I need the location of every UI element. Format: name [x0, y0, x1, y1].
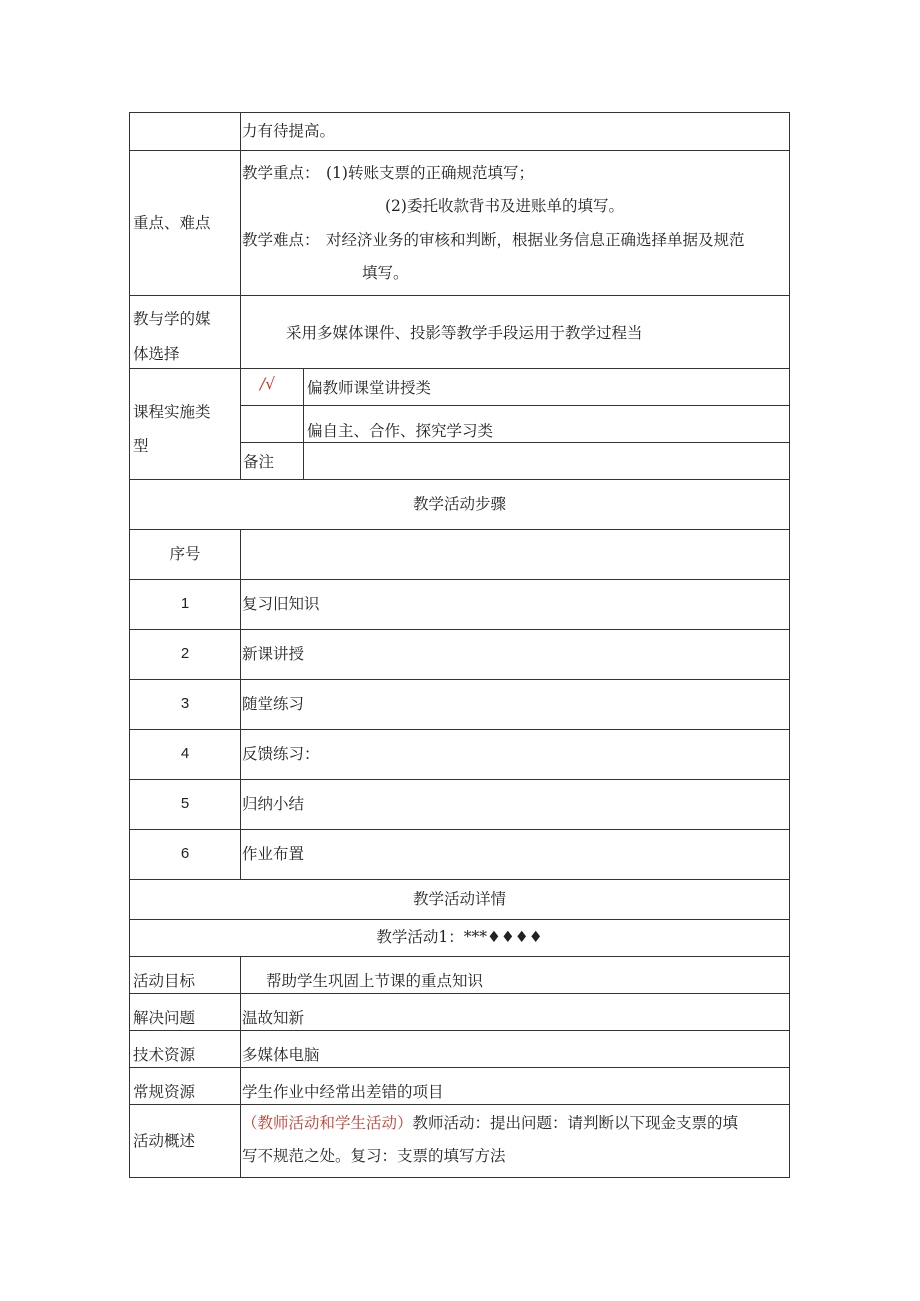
step-number: 5 — [180, 795, 190, 812]
overview-line-1 — [242, 1113, 738, 1133]
check-mark-icon: /√ — [260, 375, 276, 393]
seq-header: 序号 — [169, 545, 201, 563]
row-divider — [130, 679, 789, 680]
course-type-label-line2: 型 — [133, 437, 149, 455]
course-type-option-1: 偏教师课堂讲授类 — [307, 379, 432, 397]
row-divider — [130, 729, 789, 730]
row-divider — [130, 1067, 789, 1068]
row-divider — [130, 956, 789, 957]
focus-label: 教学重点： — [242, 164, 320, 182]
row-divider — [240, 442, 789, 443]
media-text: 采用多媒体课件、投影等教学手段运用于教学过程当 — [286, 324, 643, 342]
details-title: 教学活动详情 — [412, 890, 506, 908]
detail-label: 解决问题 — [133, 1009, 196, 1027]
course-type-label-line1: 课程实施类 — [133, 403, 211, 421]
row-divider — [130, 1030, 789, 1031]
difficulty-continued: 填写。 — [362, 264, 409, 282]
lesson-plan-table — [129, 112, 790, 1178]
overview-red-text: （教师活动和学生活动） — [242, 1114, 413, 1132]
detail-label: 技术资源 — [133, 1046, 196, 1064]
column-divider — [303, 368, 304, 479]
course-type-option-2: 偏自主、合作、探究学习类 — [307, 422, 494, 440]
row-divider — [130, 1104, 789, 1105]
row-divider — [130, 829, 789, 830]
step-text: 反馈练习： — [242, 745, 320, 763]
row-divider — [130, 879, 789, 880]
column-divider — [240, 956, 241, 1177]
row-divider — [130, 479, 789, 480]
row-divider — [130, 295, 789, 296]
steps-title: 教学活动步骤 — [412, 495, 506, 513]
row-divider — [130, 919, 789, 920]
media-label-line2: 体选择 — [133, 345, 180, 363]
detail-label: 活动目标 — [133, 972, 196, 990]
focus-item-1: (1)转账支票的正确规范填写； — [326, 164, 534, 182]
step-text: 作业布置 — [242, 845, 305, 863]
detail-value: 温故知新 — [242, 1009, 305, 1027]
row-divider — [130, 629, 789, 630]
step-text: 随堂练习 — [242, 695, 305, 713]
step-text: 归纳小结 — [242, 795, 305, 813]
detail-value: 多媒体电脑 — [242, 1046, 320, 1064]
step-number: 2 — [180, 645, 190, 662]
column-divider — [240, 529, 241, 879]
step-number: 6 — [180, 845, 190, 862]
step-number: 1 — [180, 595, 190, 612]
row-divider — [240, 405, 789, 406]
row-divider — [130, 579, 789, 580]
difficulty-label: 教学难点： — [242, 231, 320, 249]
row-divider — [130, 993, 789, 994]
column-divider — [240, 113, 241, 479]
overview-line-2: 写不规范之处。复习：支票的填写方法 — [242, 1147, 506, 1165]
step-number: 4 — [180, 745, 190, 762]
row-divider — [130, 368, 789, 369]
key-points-label: 重点、难点 — [133, 214, 211, 232]
overview-label: 活动概述 — [133, 1132, 196, 1150]
step-text: 复习旧知识 — [242, 595, 320, 613]
focus-item-2: (2)委托收款背书及进账单的填写。 — [385, 197, 624, 215]
activity-title: 教学活动1：***♦♦♦♦ — [376, 928, 543, 946]
media-label-line1: 教与学的媒 — [133, 310, 211, 328]
step-number: 3 — [180, 695, 190, 712]
row-divider — [130, 529, 789, 530]
detail-value: 学生作业中经常出差错的项目 — [242, 1083, 444, 1101]
remark-label: 备注 — [243, 453, 275, 471]
row-divider — [130, 779, 789, 780]
step-text: 新课讲授 — [242, 645, 305, 663]
row-divider — [130, 150, 789, 151]
detail-value: 帮助学生巩固上节课的重点知识 — [266, 972, 484, 990]
overview-text: 教师活动：提出问题：请判断以下现金支票的填 — [412, 1114, 739, 1132]
detail-label: 常规资源 — [133, 1083, 196, 1101]
continued-text: 力有待提高。 — [242, 122, 336, 140]
difficulty-text: 对经济业务的审核和判断，根据业务信息正确选择单据及规范 — [326, 231, 745, 249]
